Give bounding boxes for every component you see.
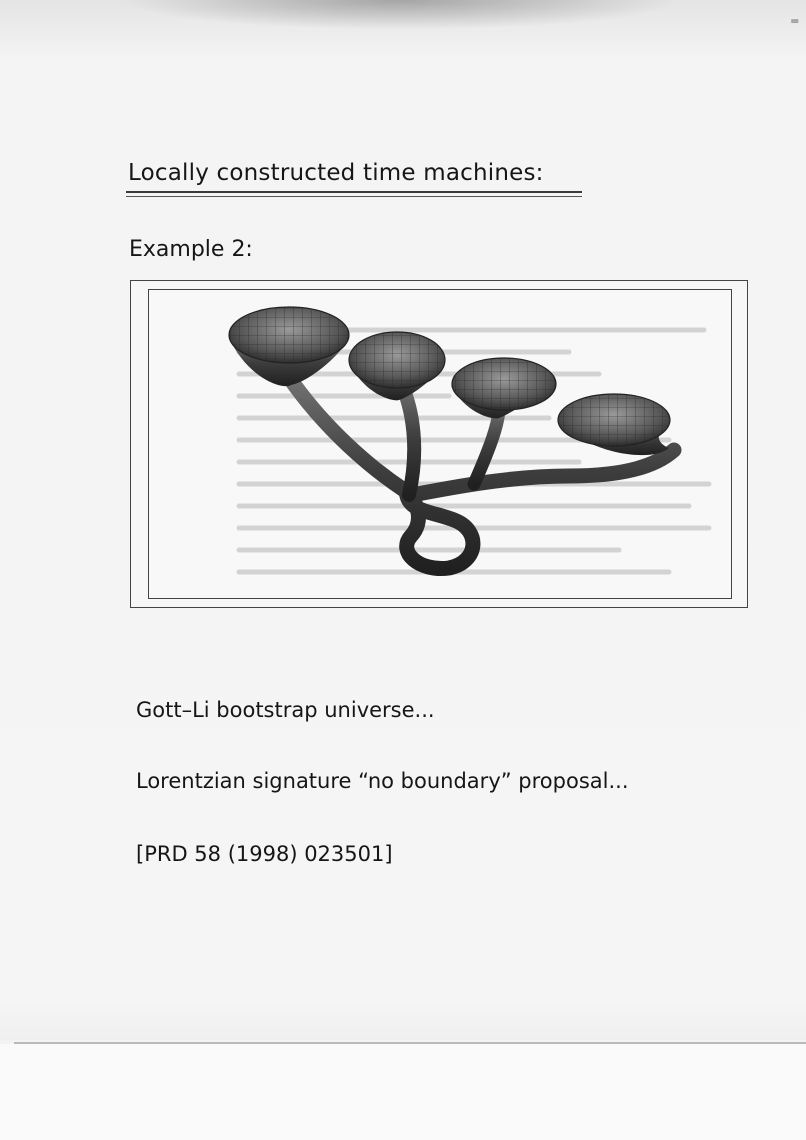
- slide-heading: Locally constructed time machines:: [128, 160, 544, 186]
- scan-shadow: [120, 0, 680, 30]
- reference-line: [PRD 58 (1998) 023501]: [136, 842, 393, 866]
- corner-mark-icon: ⁼: [790, 14, 800, 35]
- trumpet-universe-icon: [149, 290, 732, 599]
- figure-frame: [130, 280, 748, 608]
- background-surface: [0, 1044, 806, 1140]
- heading-underline-second: [126, 196, 582, 197]
- bootstrap-universe-figure: [148, 289, 732, 599]
- no-boundary-line: Lorentzian signature “no boundary” proposal...: [136, 769, 629, 793]
- heading-underline: [126, 191, 582, 193]
- example-label: Example 2:: [129, 237, 253, 262]
- gott-li-line: Gott–Li bootstrap universe...: [136, 698, 435, 722]
